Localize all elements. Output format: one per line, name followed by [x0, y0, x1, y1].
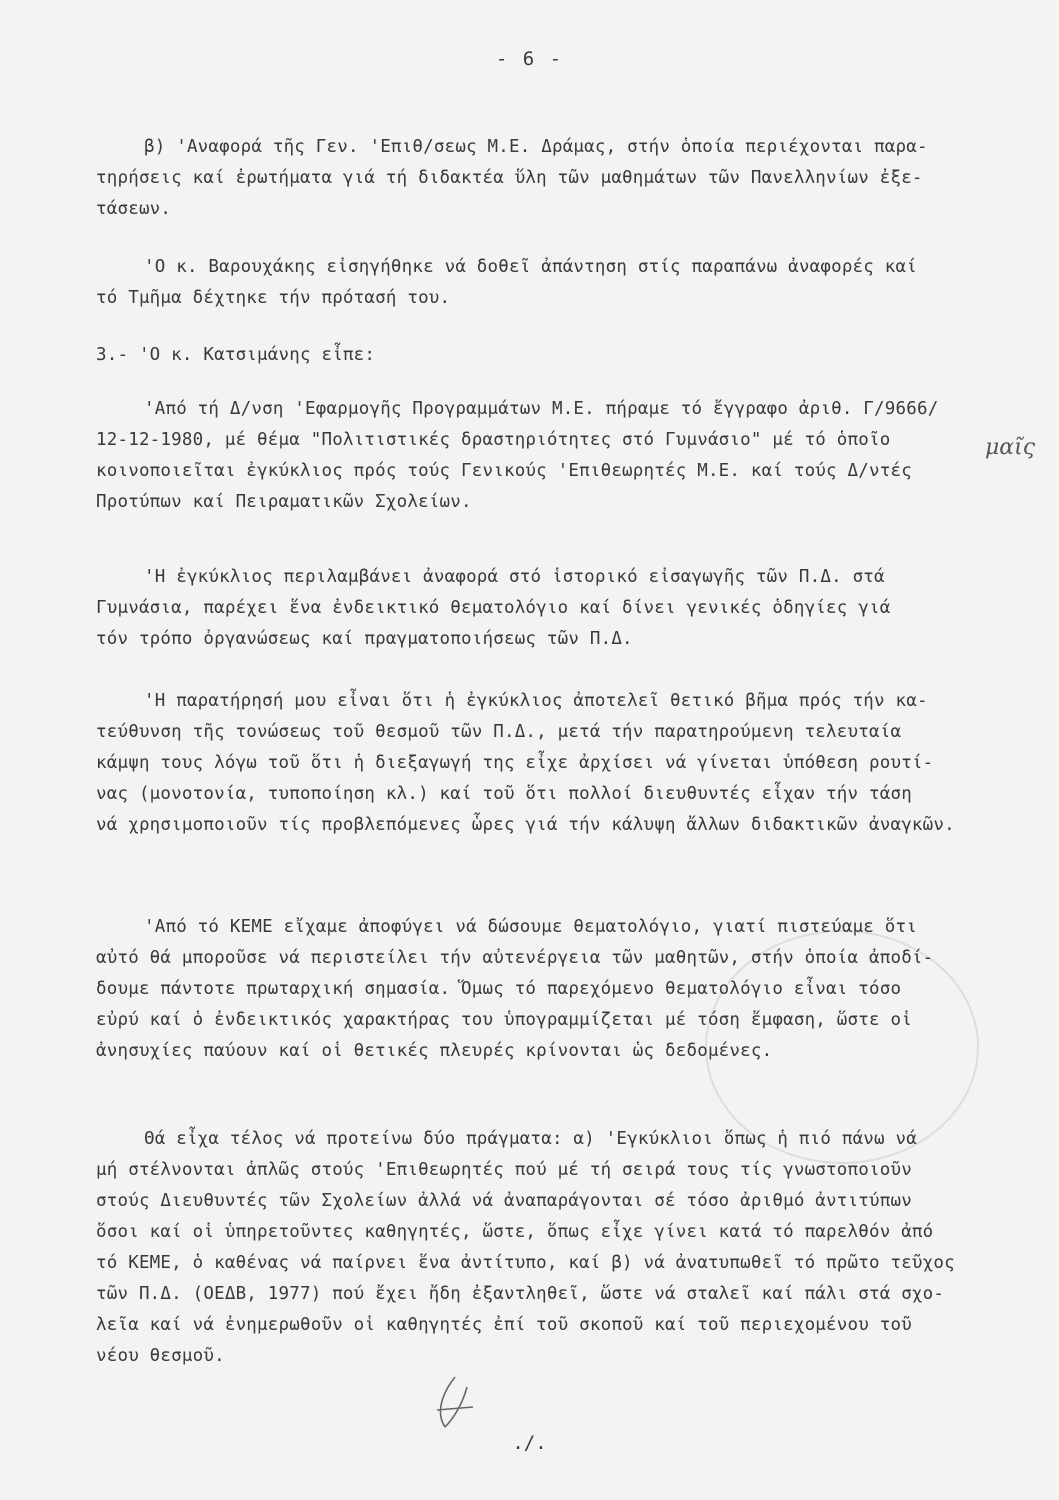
text-line: νέου θεσμοῦ. — [96, 1346, 225, 1366]
text-line: λεῖα καί νά ἐνημερωθοῦν οἱ καθηγητές ἐπί τοῦ σκοποῦ καί τοῦ περιεχομένου τοῦ — [96, 1315, 912, 1335]
text-line: τηρήσεις καί ἐρωτήματα γιά τή διδακτέα ὕλη τῶν μαθημάτων τῶν Πανελληνίων ἐξε- — [96, 168, 923, 188]
text-line: τῶν Π.Δ. (ΟΕΔΒ, 1977) πού ἔχει ἤδη ἐξαντληθεῖ, ὥστε νά σταλεῖ καί πάλι στά σχο- — [96, 1284, 945, 1304]
paragraph-8 — [96, 1124, 996, 1372]
handwritten-note: μαῖς — [985, 435, 1036, 460]
text-line: τεύθυνση τῆς τονώσεως τοῦ θεσμοῦ τῶν Π.Δ., μετά τήν παρατηρούμενη τελευταία — [96, 722, 902, 742]
text-line: τό Τμῆμα δέχτηκε τήν πρότασή του. — [96, 288, 451, 308]
text-line: τόν τρόπο ὀργανώσεως καί πραγματοποιήσεως τῶν Π.Δ. — [96, 629, 633, 649]
text-line: νας (μονοτονία, τυποποίηση κλ.) καί τοῦ ὅτι πολλοί διευθυντές εἶχαν τήν τάση — [96, 784, 912, 804]
text-line: ὅσοι καί οἱ ὑπηρετοῦντες καθηγητές, ὥστε, ὅπως εἶχε γίνει κατά τό παρελθόν ἀπό — [96, 1222, 934, 1242]
text-line: 'Από τή Δ/νση 'Εφαρμογῆς Προγραμμάτων Μ.Ε. πήραμε τό ἔγγραφο ἀριθ. Γ/9666/ — [144, 399, 939, 419]
text-line: δουμε πάντοτε πρωταρχική σημασία. Ὅμως τό παρεχόμενο θεματολόγιο εἶναι τόσο — [96, 979, 902, 999]
text-line: 3.- 'Ο κ. Κατσιμάνης εἶπε: — [96, 345, 376, 365]
text-line: κοινοποιεῖται ἐγκύκλιος πρός τούς Γενικούς 'Επιθεωρητές Μ.Ε. καί τούς Δ/ντές — [96, 461, 912, 481]
paragraph-1 — [96, 132, 996, 225]
text-line: ἀνησυχίες παύουν καί οἱ θετικές πλευρές κρίνονται ὡς δεδομένες. — [96, 1041, 773, 1061]
text-line: β) 'Αναφορά τῆς Γεν. 'Επιθ/σεως Μ.Ε. Δράμας, στήν ὁποία περιέχονται παρα- — [144, 137, 928, 157]
paragraph-2 — [96, 252, 996, 314]
text-line: αὐτό θά μποροῦσε νά περιστείλει τήν αὐτενέργεια τῶν μαθητῶν, στήν ὁποία ἀποδί- — [96, 948, 934, 968]
text-line: εὐρύ καί ὁ ἐνδεικτικός χαρακτήρας του ὑπογραμμίζεται μέ τόση ἔμφαση, ὥστε οἱ — [96, 1010, 912, 1030]
text-line: στούς Διευθυντές τῶν Σχολείων ἀλλά νά ἀναπαράγονται σέ τόσο ἀριθμό ἀντιτύπων — [96, 1191, 912, 1211]
text-line: Θά εἶχα τέλος νά προτείνω δύο πράγματα: α) 'Εγκύκλιοι ὅπως ἡ πιό πάνω νά — [144, 1129, 917, 1149]
text-line: 'Ο κ. Βαρουχάκης εἰσηγήθηκε νά δοθεῖ ἀπάντηση στίς παραπάνω ἀναφορές καί — [144, 257, 917, 277]
text-line: Προτύπων καί Πειραματικῶν Σχολείων. — [96, 492, 472, 512]
continuation-mark: ./. — [512, 1432, 547, 1454]
text-line: νά χρησιμοποιοῦν τίς προβλεπόμενες ὧρες γιά τήν κάλυψη ἄλλων διδακτικῶν ἀναγκῶν. — [96, 815, 955, 835]
paragraph-3 — [96, 340, 996, 371]
text-line: κάμψη τους λόγω τοῦ ὅτι ἡ διεξαγωγή της εἶχε ἀρχίσει νά γίνεται ὑπόθεση ρουτί- — [96, 753, 934, 773]
text-line: μή στέλνονται ἁπλῶς στούς 'Επιθεωρητές πού μέ τή σειρά τους τίς γνωστοποιοῦν — [96, 1160, 912, 1180]
text-line: 'Από τό ΚΕΜΕ εἴχαμε ἀποφύγει νά δώσουμε θεματολόγιο, γιατί πιστεύαμε ὅτι — [144, 917, 917, 937]
paragraph-5 — [96, 562, 996, 655]
page-number: - 6 - — [495, 48, 564, 70]
paragraph-7 — [96, 912, 996, 1067]
text-line: 'Η ἐγκύκλιος περιλαμβάνει ἀναφορά στό ἱστορικό εἰσαγωγῆς τῶν Π.Δ. στά — [144, 567, 885, 587]
text-line: τάσεων. — [96, 199, 172, 219]
text-line: τό ΚΕΜΕ, ὁ καθένας νά παίρνει ἕνα ἀντίτυπο, καί β) νά ἀνατυπωθεῖ τό πρῶτο τεῦχος — [96, 1253, 955, 1273]
text-line: Γυμνάσια, παρέχει ἕνα ἐνδεικτικό θεματολόγιο καί δίνει γενικές ὁδηγίες γιά — [96, 598, 891, 618]
paragraph-6 — [96, 686, 996, 841]
paragraph-4 — [96, 394, 996, 518]
text-line: 'Η παρατήρησή μου εἶναι ὅτι ἡ ἐγκύκλιος ἀποτελεῖ θετικό βῆμα πρός τήν κα- — [144, 691, 928, 711]
text-line: 12-12-1980, μέ θέμα "Πολιτιστικές δραστηριότητες στό Γυμνάσιο" μέ τό ὁποῖο — [96, 430, 891, 450]
